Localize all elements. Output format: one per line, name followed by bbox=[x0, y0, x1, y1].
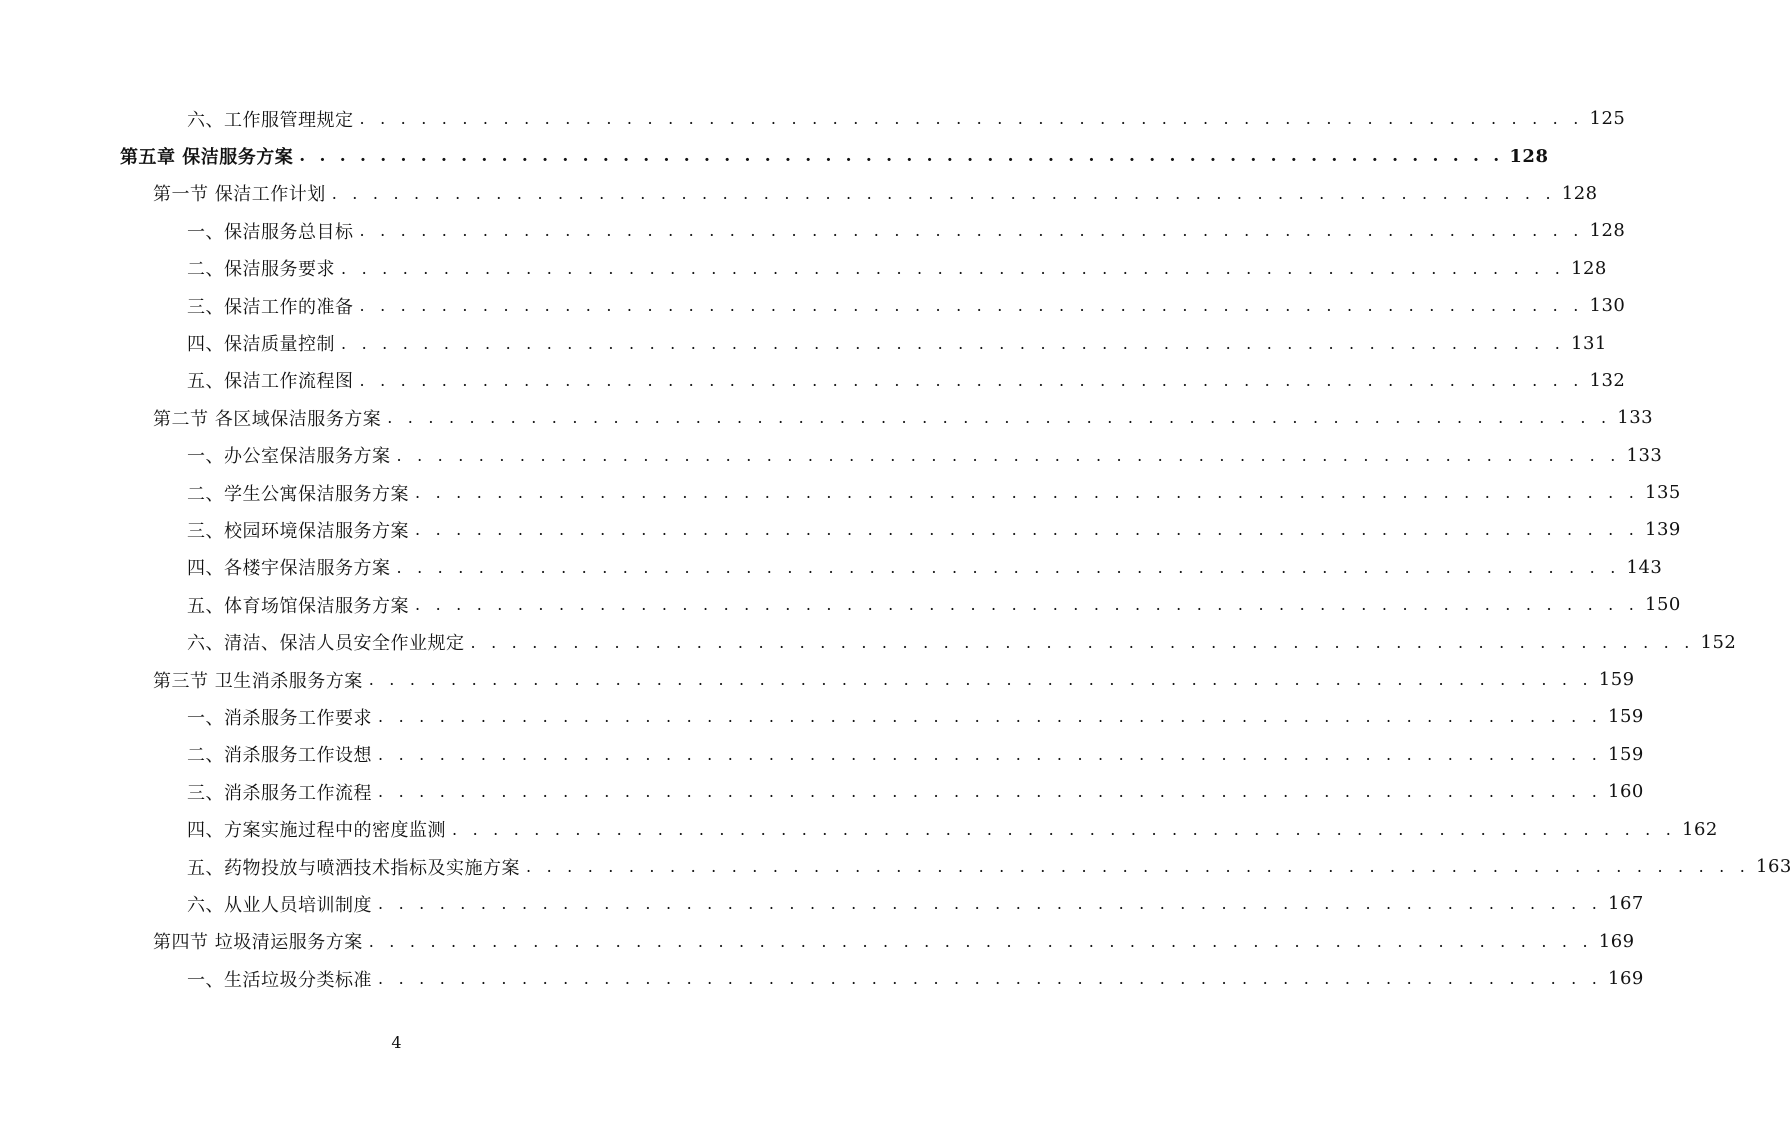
toc-entry-page-number: 160 bbox=[1608, 781, 1644, 803]
toc-entry bbox=[0, 212, 1626, 249]
toc-leader-dots: . . . . . . . . . . . . . . . . . . . . . . . . . . . . . . . . . . . . . . . . . . . . . . . . . . . . . . . . . . . . bbox=[470, 632, 1695, 652]
toc-entry-title: 三、保洁工作的准备 bbox=[187, 296, 354, 318]
toc-leader-dots: . . . . . . . . . . . . . . . . . . . . . . . . . . . . . . . . . . . . . . . . . . . . . . . . . . . . . . . . . . . . bbox=[359, 109, 1584, 129]
toc-leader-dots: . . . . . . . . . . . . . . . . . . . . . . . . . . . . . . . . . . . . . . . . . . . . . . . . . . . . . . . . . . . . bbox=[415, 483, 1640, 503]
toc-entry bbox=[0, 511, 1681, 548]
toc-entry-title: 六、工作服管理规定 bbox=[187, 109, 354, 131]
toc-entry bbox=[0, 698, 1644, 735]
toc-leader-dots: . . . . . . . . . . . . . . . . . . . . . . . . . . . . . . . . . . . . . . . . . . . . . . . . . . . . . . . . . . . . bbox=[341, 258, 1566, 278]
toc-leader-dots: . . . . . . . . . . . . . . . . . . . . . . . . . . . . . . . . . . . . . . . . . . . . . . . . . . . . . . . . . . . . bbox=[526, 857, 1751, 876]
toc-entry-title: 四、各楼宇保洁服务方案 bbox=[187, 558, 391, 580]
toc-entry-page-number: 133 bbox=[1626, 444, 1663, 466]
toc-entry-title: 五、药物投放与喷洒技术指标及实施方案 bbox=[187, 857, 520, 879]
toc-entry bbox=[0, 736, 1644, 773]
toc-entry bbox=[0, 324, 1607, 361]
toc-entry-page-number: 159 bbox=[1598, 669, 1635, 691]
toc-entry-title: 五、体育场馆保洁服务方案 bbox=[187, 595, 409, 617]
toc-entry-title: 四、方案实施过程中的密度监测 bbox=[187, 820, 446, 842]
toc-entry-page-number: 162 bbox=[1682, 818, 1718, 840]
toc-entry bbox=[0, 100, 1626, 137]
toc-entry-page-number: 163 bbox=[1756, 856, 1792, 877]
toc-entry-page-number: 167 bbox=[1608, 893, 1644, 915]
toc-entry bbox=[0, 250, 1607, 287]
toc-entry-title: 六、从业人员培训制度 bbox=[187, 894, 372, 916]
toc-entry bbox=[0, 923, 1635, 960]
toc-entry-page-number: 139 bbox=[1645, 519, 1681, 541]
toc-entry bbox=[0, 773, 1644, 810]
toc-entry-title: 第一节 保洁工作计划 bbox=[153, 184, 326, 206]
toc-leader-dots: . . . . . . . . . . . . . . . . . . . . . . . . . . . . . . . . . . . . . . . . . . . . . . . . . . . . . . . . . . . . bbox=[378, 969, 1603, 989]
toc-entry-page-number: 159 bbox=[1608, 743, 1644, 765]
toc-entry-page-number: 152 bbox=[1700, 631, 1737, 653]
toc-entry-page-number: 128 bbox=[1561, 182, 1598, 204]
toc-entry bbox=[0, 960, 1644, 997]
toc-leader-dots: . . . . . . . . . . . . . . . . . . . . . . . . . . . . . . . . . . . . . . . . . . . . . . . . . . . . . . . . . . . . bbox=[368, 670, 1593, 690]
toc-entry-title: 一、消杀服务工作要求 bbox=[187, 707, 372, 729]
toc-entry-page-number: 131 bbox=[1571, 332, 1607, 354]
toc-entry-title: 一、生活垃圾分类标准 bbox=[187, 969, 372, 991]
toc-entry bbox=[0, 399, 1654, 436]
table-of-contents bbox=[0, 100, 1792, 997]
toc-leader-dots: . . . . . . . . . . . . . . . . . . . . . . . . . . . . . . . . . . . . . . . . . . . . . . . . . . . . . . . . . . . . bbox=[341, 333, 1566, 353]
toc-entry-title: 二、消杀服务工作设想 bbox=[187, 745, 372, 767]
toc-leader-dots: . . . . . . . . . . . . . . . . . . . . . . . . . . . . . . . . . . . . . . . . . . . . . . . . . . . . . . . . . . . . bbox=[299, 146, 1504, 167]
toc-entry bbox=[0, 885, 1644, 922]
toc-entry bbox=[0, 474, 1681, 511]
toc-leader-dots: . . . . . . . . . . . . . . . . . . . . . . . . . . . . . . . . . . . . . . . . . . . . . . . . . . . . . . . . . . . . bbox=[452, 819, 1677, 839]
toc-entry-title: 二、保洁服务要求 bbox=[187, 259, 335, 281]
toc-entry-page-number: 125 bbox=[1589, 108, 1626, 130]
toc-leader-dots: . . . . . . . . . . . . . . . . . . . . . . . . . . . . . . . . . . . . . . . . . . . . . . . . . . . . . . . . . . . . bbox=[378, 894, 1603, 914]
toc-leader-dots: . . . . . . . . . . . . . . . . . . . . . . . . . . . . . . . . . . . . . . . . . . . . . . . . . . . . . . . . . . . . bbox=[359, 370, 1584, 390]
toc-leader-dots: . . . . . . . . . . . . . . . . . . . . . . . . . . . . . . . . . . . . . . . . . . . . . . . . . . . . . . . . . . . . bbox=[415, 595, 1640, 615]
toc-leader-dots: . . . . . . . . . . . . . . . . . . . . . . . . . . . . . . . . . . . . . . . . . . . . . . . . . . . . . . . . . . . . bbox=[378, 707, 1603, 727]
toc-entry-page-number: 128 bbox=[1571, 257, 1607, 279]
toc-entry-title: 六、清洁、保洁人员安全作业规定 bbox=[187, 633, 465, 655]
toc-leader-dots: . . . . . . . . . . . . . . . . . . . . . . . . . . . . . . . . . . . . . . . . . . . . . . . . . . . . . . . . . . . . bbox=[387, 408, 1612, 428]
toc-entry-title: 三、消杀服务工作流程 bbox=[187, 782, 372, 804]
toc-entry-title: 一、保洁服务总目标 bbox=[187, 221, 354, 243]
toc-entry-page-number: 169 bbox=[1598, 930, 1635, 952]
toc-entry-title: 第三节 卫生消杀服务方案 bbox=[153, 670, 363, 692]
toc-entry-page-number: 135 bbox=[1645, 482, 1681, 504]
toc-entry-title: 四、保洁质量控制 bbox=[187, 334, 335, 356]
toc-entry bbox=[0, 549, 1663, 586]
toc-entry bbox=[0, 287, 1626, 324]
toc-entry-title: 第四节 垃圾清运服务方案 bbox=[153, 932, 363, 954]
toc-leader-dots: . . . . . . . . . . . . . . . . . . . . . . . . . . . . . . . . . . . . . . . . . . . . . . . . . . . . . . . . . . . . bbox=[396, 557, 1621, 577]
toc-leader-dots: . . . . . . . . . . . . . . . . . . . . . . . . . . . . . . . . . . . . . . . . . . . . . . . . . . . . . . . . . . . . bbox=[359, 296, 1584, 316]
toc-leader-dots: . . . . . . . . . . . . . . . . . . . . . . . . . . . . . . . . . . . . . . . . . . . . . . . . . . . . . . . . . . . . bbox=[368, 931, 1593, 951]
toc-entry-page-number: 150 bbox=[1645, 594, 1681, 616]
toc-entry-page-number: 143 bbox=[1626, 556, 1663, 578]
toc-entry-title: 第五章 保洁服务方案 bbox=[120, 147, 294, 169]
toc-entry-page-number: 133 bbox=[1617, 407, 1654, 429]
toc-entry-title: 三、校园环境保洁服务方案 bbox=[187, 520, 409, 542]
toc-entry bbox=[0, 810, 1718, 847]
toc-entry-title: 第二节 各区域保洁服务方案 bbox=[153, 408, 382, 430]
toc-entry-title: 一、办公室保洁服务方案 bbox=[187, 446, 391, 468]
toc-leader-dots: . . . . . . . . . . . . . . . . . . . . . . . . . . . . . . . . . . . . . . . . . . . . . . . . . . . . . . . . . . . . bbox=[359, 221, 1584, 241]
toc-entry bbox=[0, 437, 1663, 474]
toc-entry bbox=[0, 175, 1598, 212]
toc-entry-title: 二、学生公寓保洁服务方案 bbox=[187, 483, 409, 505]
toc-leader-dots: . . . . . . . . . . . . . . . . . . . . . . . . . . . . . . . . . . . . . . . . . . . . . . . . . . . . . . . . . . . . bbox=[378, 782, 1603, 802]
toc-entry-page-number: 159 bbox=[1608, 706, 1644, 728]
toc-entry bbox=[0, 586, 1681, 623]
toc-entry bbox=[0, 848, 1792, 885]
toc-entry bbox=[0, 362, 1626, 399]
toc-entry-page-number: 132 bbox=[1589, 369, 1626, 391]
toc-entry-page-number: 169 bbox=[1608, 968, 1644, 990]
toc-leader-dots: . . . . . . . . . . . . . . . . . . . . . . . . . . . . . . . . . . . . . . . . . . . . . . . . . . . . . . . . . . . . bbox=[415, 520, 1640, 540]
toc-entry-title: 五、保洁工作流程图 bbox=[187, 371, 354, 393]
toc-leader-dots: . . . . . . . . . . . . . . . . . . . . . . . . . . . . . . . . . . . . . . . . . . . . . . . . . . . . . . . . . . . . bbox=[378, 744, 1603, 764]
toc-leader-dots: . . . . . . . . . . . . . . . . . . . . . . . . . . . . . . . . . . . . . . . . . . . . . . . . . . . . . . . . . . . . bbox=[331, 183, 1556, 203]
toc-entry-page-number: 128 bbox=[1589, 220, 1626, 242]
toc-entry bbox=[0, 661, 1635, 698]
toc-entry-page-number: 128 bbox=[1509, 145, 1549, 167]
toc-entry-page-number: 130 bbox=[1589, 295, 1626, 317]
toc-leader-dots: . . . . . . . . . . . . . . . . . . . . . . . . . . . . . . . . . . . . . . . . . . . . . . . . . . . . . . . . . . . . bbox=[396, 445, 1621, 465]
toc-entry bbox=[0, 623, 1737, 660]
toc-entry bbox=[0, 137, 1549, 174]
page-number: 4 bbox=[391, 1033, 402, 1052]
